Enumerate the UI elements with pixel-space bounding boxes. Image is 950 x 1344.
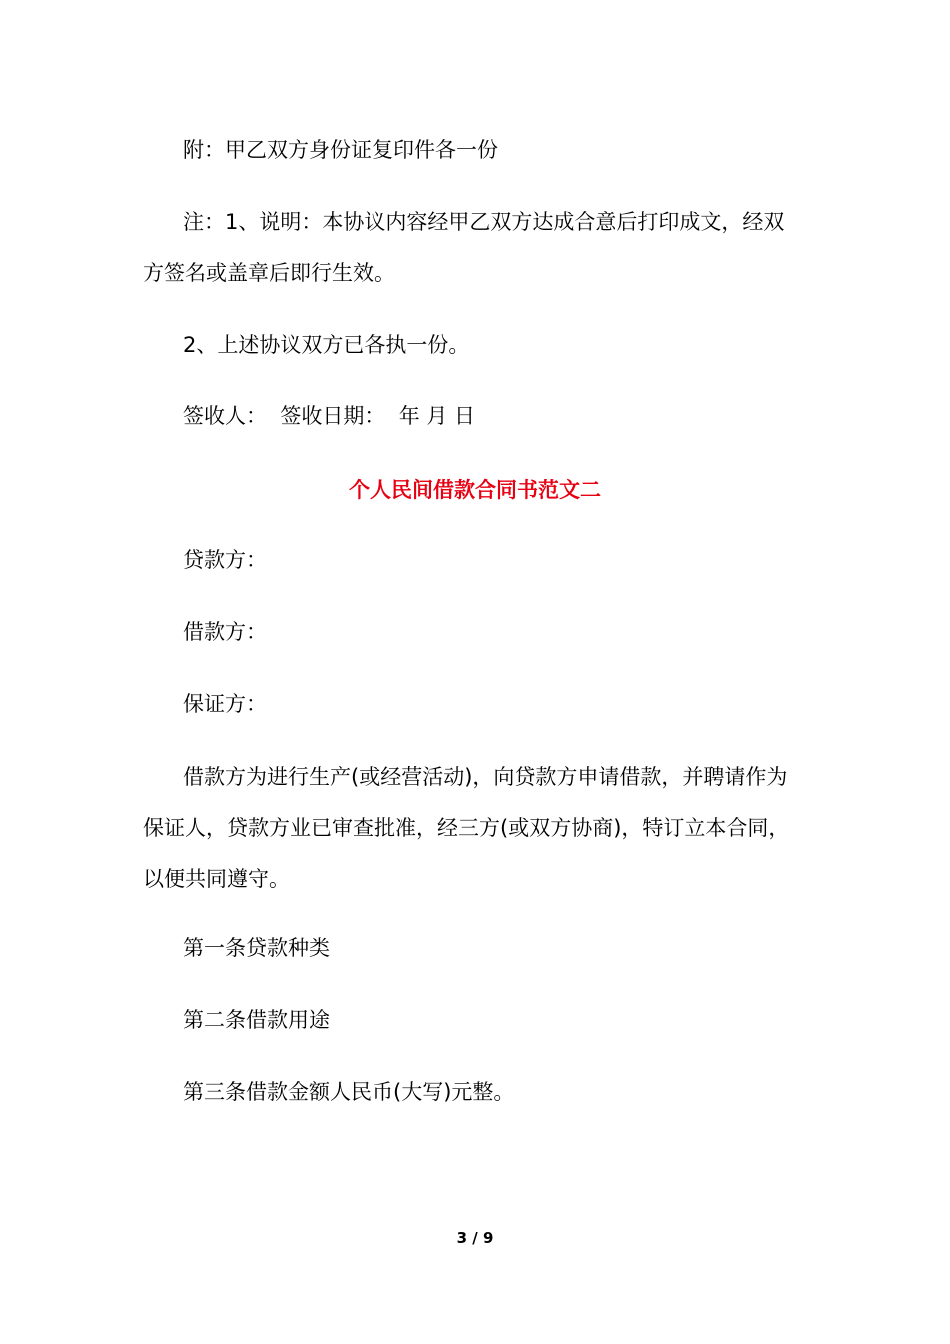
copies-note: 2、上述协议双方已各执一份。 <box>183 333 470 357</box>
article-two: 第二条借款用途 <box>183 1008 330 1032</box>
section-title: 个人民间借款合同书范文二 <box>349 478 601 502</box>
attachment-note: 附：甲乙双方身份证复印件各一份 <box>183 138 498 162</box>
lender-line: 贷款方： <box>183 548 267 572</box>
article-one: 第一条贷款种类 <box>183 936 330 960</box>
guarantor-line: 保证方： <box>183 692 267 716</box>
preamble-paragraph: 借款方为进行生产(或经营活动)，向贷款方申请借款，并聘请作为保证人，贷款方业已审查批准，经三方(或双方协商)，特订立本合同，以便共同遵守。 <box>143 765 790 891</box>
page-number: 3 / 9 <box>456 1229 494 1247</box>
article-three: 第三条借款金额人民币(大写)元整。 <box>183 1080 515 1104</box>
explanation-note: 注：1、说明：本协议内容经甲乙双方达成合意后打印成文，经双方签名或盖章后即行生效。 <box>143 210 785 285</box>
signature-line: 签收人： 签收日期： 年 月 日 <box>183 404 476 428</box>
borrower-line: 借款方： <box>183 620 267 644</box>
